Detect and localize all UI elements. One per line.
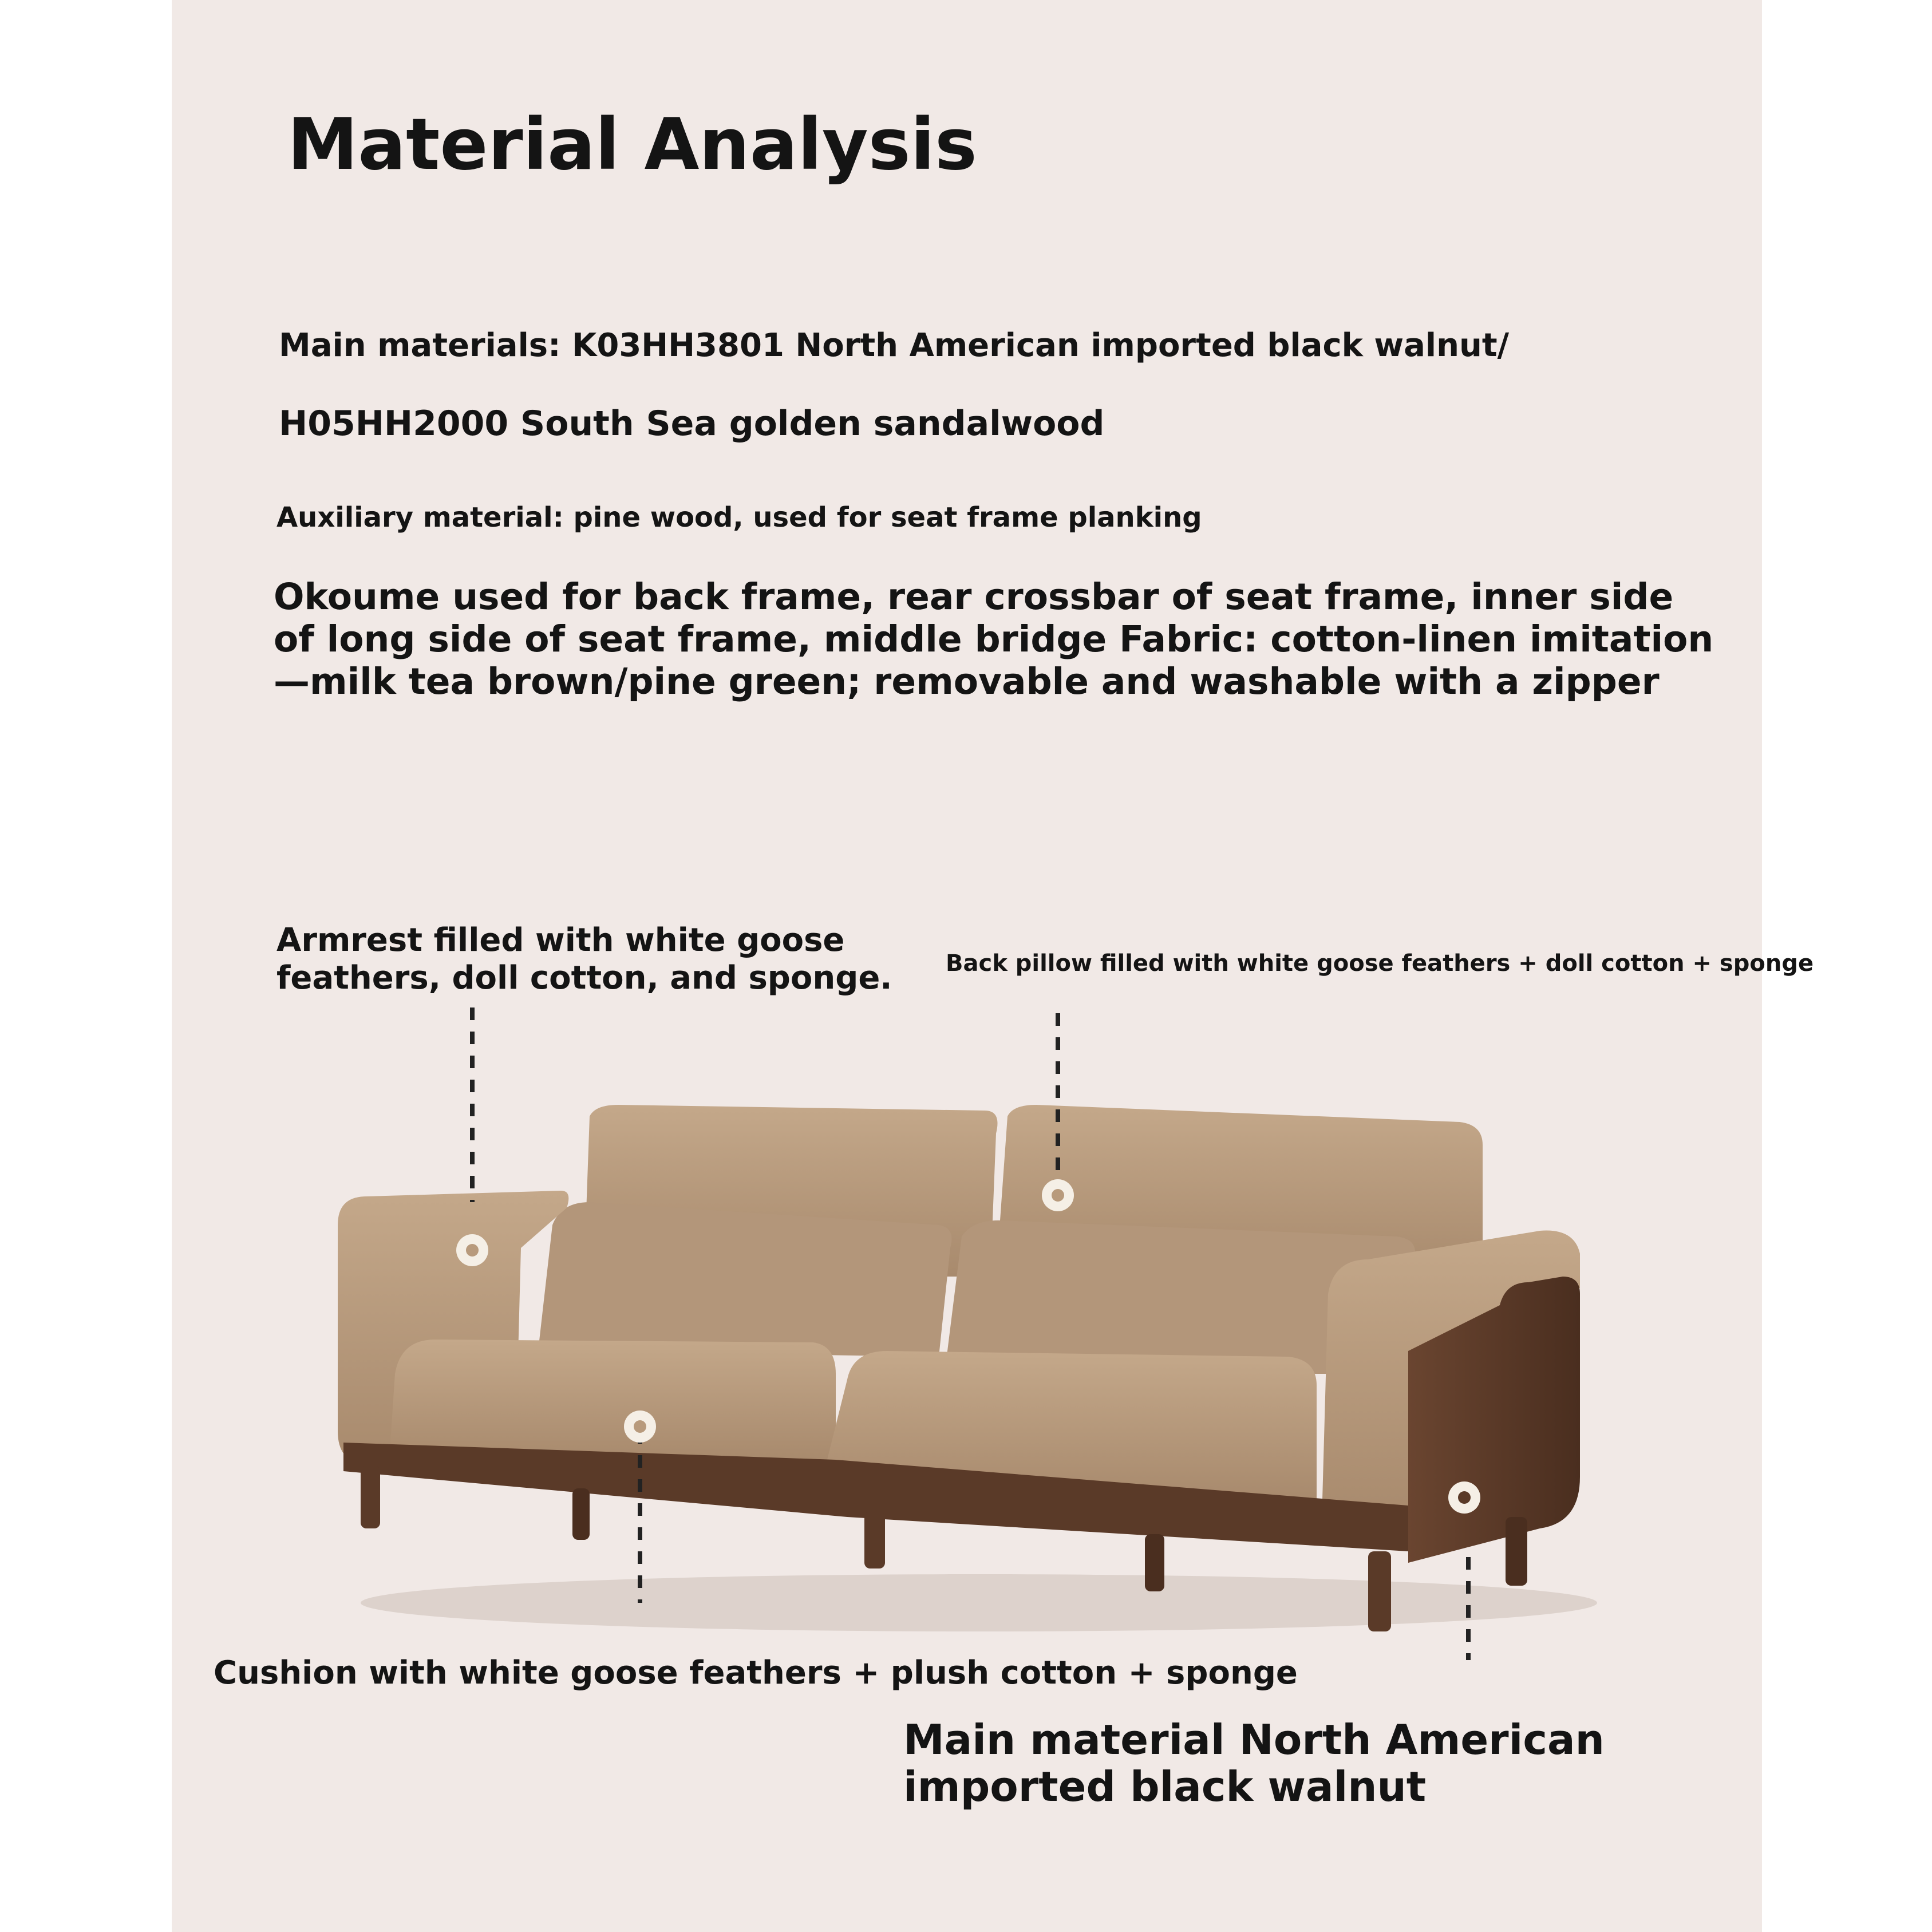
back-pillow-callout: Back pillow filled with white goose feathers + doll cotton + sponge	[946, 950, 1814, 977]
sofa-illustration	[321, 1008, 1637, 1660]
cushion-callout: Cushion with white goose feathers + plush cotton + sponge	[214, 1654, 1298, 1692]
main-material-callout: Main material North American imported black walnut	[903, 1716, 1605, 1811]
marker-cushion	[624, 1411, 656, 1443]
marker-armrest	[456, 1234, 488, 1266]
main-materials-line-1: Main materials: K03HH3801 North American imported black walnut/	[279, 327, 1510, 364]
auxiliary-material-text: Auxiliary material: pine wood, used for seat frame planking	[276, 501, 1202, 534]
marker-back-pillow	[1042, 1179, 1074, 1211]
marker-walnut	[1448, 1481, 1480, 1514]
okoume-fabric-text: Okoume used for back frame, rear crossbar of seat frame, inner side of long side of seat frame, middle bridge Fabric: cotton-linen imitation—milk tea brown/pine green; removable and washable with a zipper	[274, 576, 1714, 702]
armrest-callout: Armrest filled with white goose feathers, doll cotton, and sponge.	[276, 922, 892, 997]
main-materials-line-2: H05HH2000 South Sea golden sandalwood	[279, 404, 1105, 444]
page-title: Material Analysis	[287, 104, 977, 186]
